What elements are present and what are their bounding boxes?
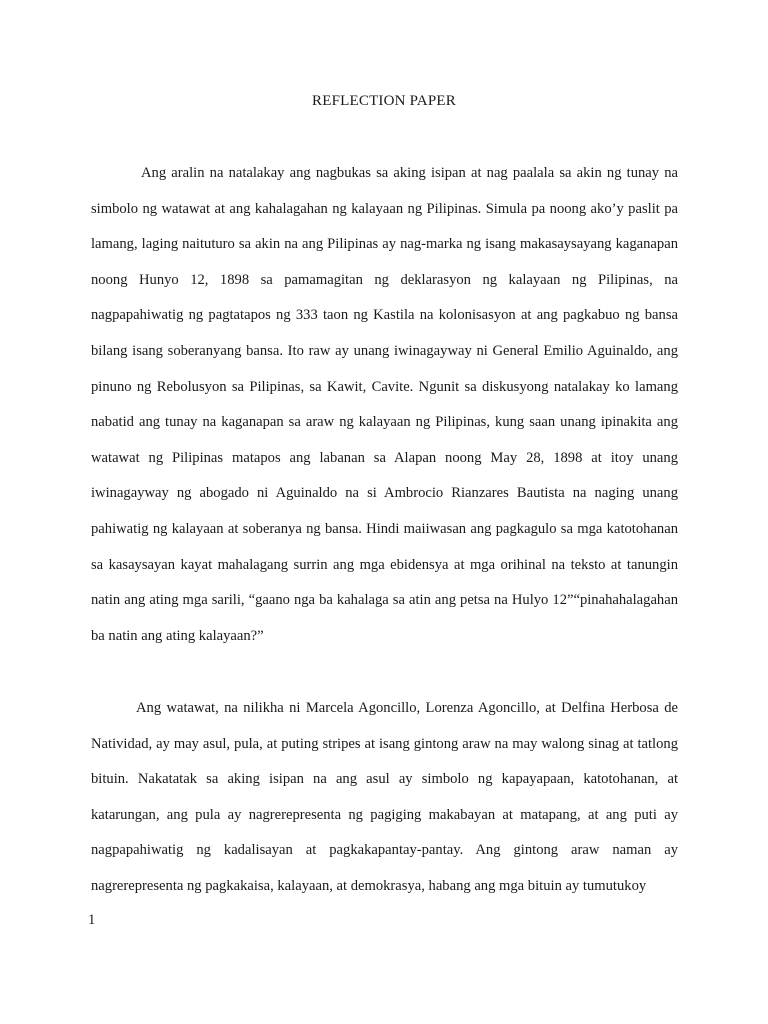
paragraph-2: Ang watawat, na nilikha ni Marcela Agoncillo, Lorenza Agoncillo, at Delfina Herbosa de Natividad, ay may asul, pula, at puting stripes at isang gintong araw na may walong sinag at tatlong bituin. Nakatatak sa aking isipan na ang asul ay simbolo ng kapayapaan, katotohanan, at katarungan, ang pula ay nagrerepresenta ng pagiging makabayan at matapang, at ang puti ay nagpapahiwatig ng kadalisayan at pagkakapantay-pantay. Ang gintong araw naman ay nagrerepresenta ng pagkakaisa, kalayaan, at demokrasya, habang ang mga bituin ay tumutukoy bbox=[91, 700, 678, 894]
paragraph-1: Ang aralin na natalakay ang nagbukas sa aking isipan at nag paalala sa akin ng tunay na simbolo ng watawat at ang kahalagahan ng kalayaan ng Pilipinas. Simula pa noong ako’y paslit pa lamang, laging naituturo sa akin na ang Pilipinas ay nag-marka ng isang makasaysayang kaganapan noong Hunyo 12, 1898 sa pamamagitan ng deklarasyon ng kalayaan ng Pilipinas, na nagpapahiwatig ng pagtatapos ng 333 taon ng Kastila na kolonisasyon at ang pagkabuo ng bansa bilang isang soberanyang bansa. Ito raw ay unang iwinagayway ni General Emilio Aguinaldo, ang pinuno ng Rebolusyon sa Pilipinas, sa Kawit, Cavite. Ngunit sa diskusyong natalakay ko lamang nabatid ang tunay na kaganapan sa araw ng kalayaan ng Pilipinas, kung saan unang ipinakita ang watawat ng Pilipinas matapos ang labanan sa Alapan noong May 28, 1898 at itoy unang iwinagayway ng abogado ni Aguinaldo na si Ambrocio Rianzares Bautista na naging unang pahiwatig ng kalayaan at soberanya ng bansa. Hindi maiiwasan ang pagkagulo sa mga katotohanan sa kasaysayan kayat mahalagang surrin ang mga ebidensya at mga orihinal na teksto at tanungin natin ang ating mga sarili, “gaano nga ba kahalaga sa atin ang petsa na Hulyo 12”“pinahahalagahan ba natin ang ating kalayaan?” bbox=[91, 165, 678, 644]
page-number: 1 bbox=[88, 912, 96, 928]
page-title: REFLECTION PAPER bbox=[312, 93, 456, 109]
